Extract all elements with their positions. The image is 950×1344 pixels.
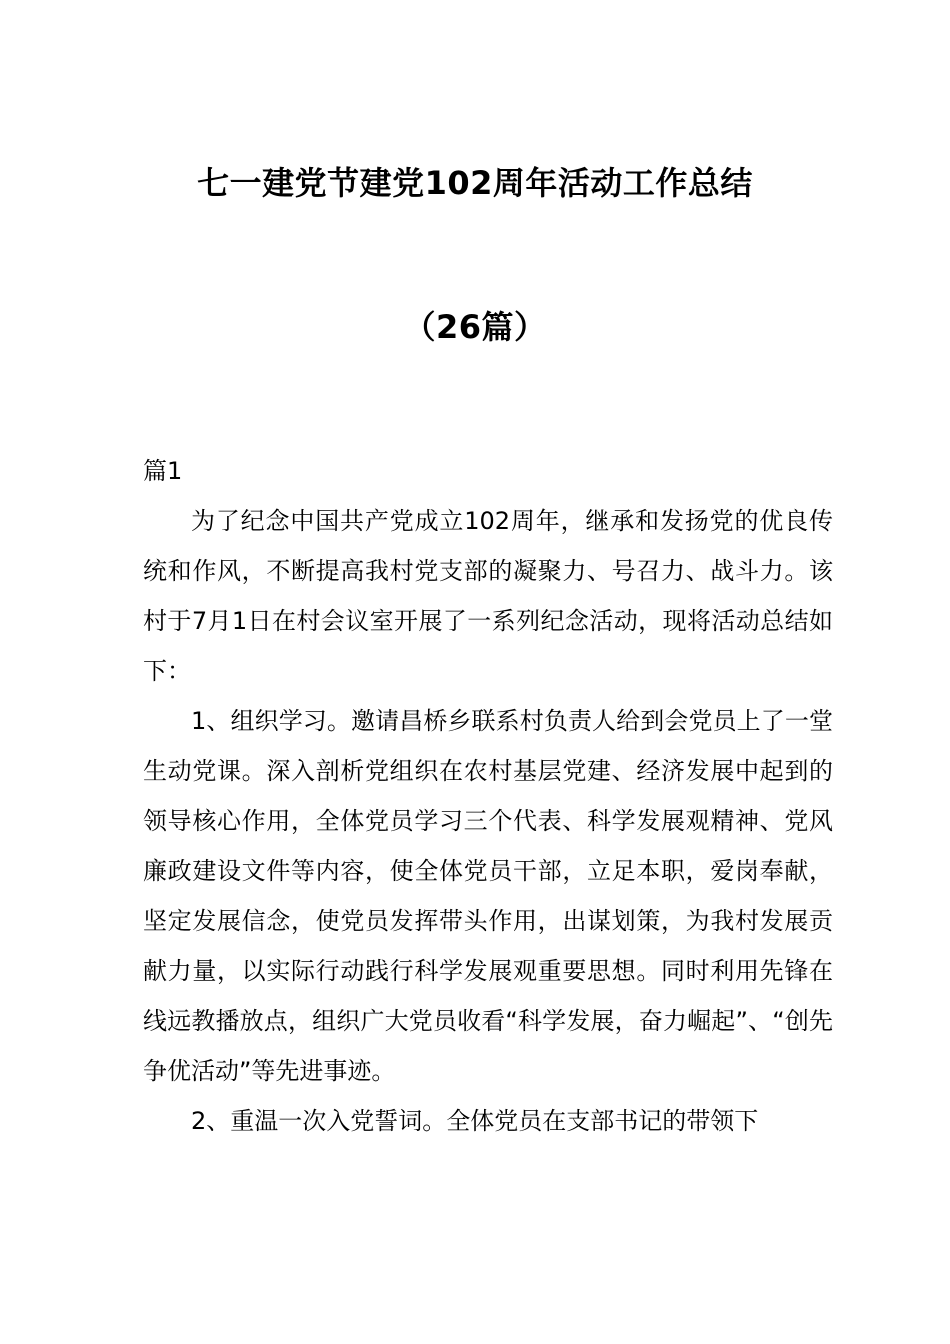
document-body — [143, 446, 833, 1146]
paragraph-item-2: 2、重温一次入党誓词。全体党员在支部书记的带领下 — [191, 1107, 759, 1135]
paragraph-item-1: 1、组织学习。邀请昌桥乡联系村负责人给到会党员上了一堂生动党课。深入剖析党组织在农村基层党建、经济发展中起到的领导核心作用，全体党员学习三个代表、科学发展观精神、党风廉政建设文件等内容，使全体党员干部，立足本职，爱岗奉献，坚定发展信念，使党员发挥带头作用，出谋划策，为我村发展贡献力量，以实际行动践行科学发展观重要思想。同时利用先锋在线远教播放点，组织广大党员收看“科学发展，奋力崛起”、“创先争优活动”等先进事迹。 — [143, 707, 833, 1085]
document-title: 七一建党节建党102周年活动工作总结 — [197, 164, 753, 202]
section-label: 篇1 — [143, 457, 183, 485]
paragraph-intro: 为了纪念中国共产党成立102周年，继承和发扬党的优良传统和作风，不断提高我村党支部的凝聚力、号召力、战斗力。该村于7月1日在村会议室开展了一系列纪念活动，现将活动总结如下： — [143, 507, 833, 685]
document-subtitle: （26篇） — [403, 308, 547, 346]
